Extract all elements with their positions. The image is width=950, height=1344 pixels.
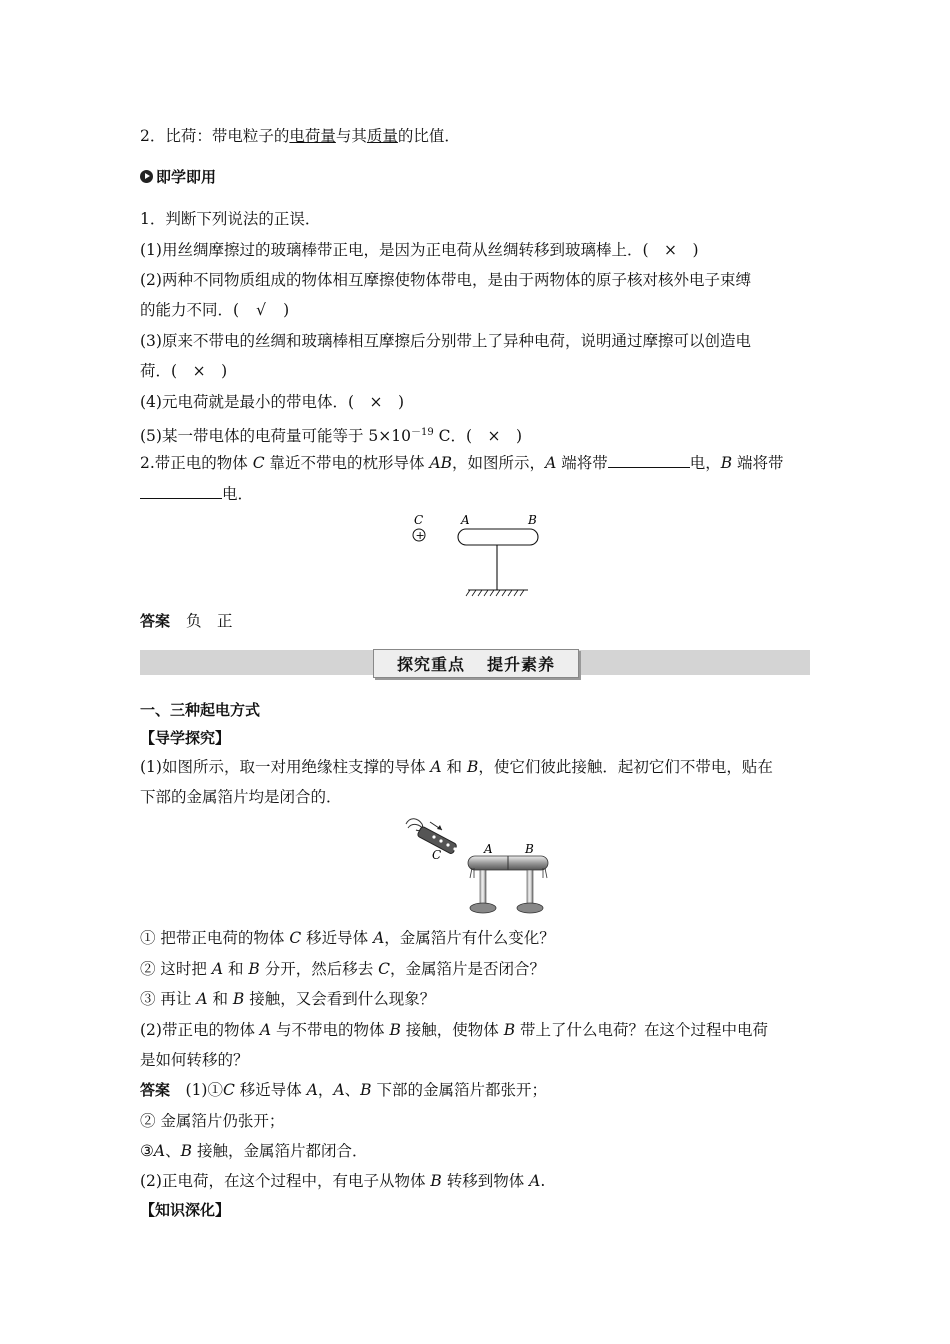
explore-q3: ③ 再让 A 和 B 接触，又会看到什么现象？ [140, 990, 436, 1008]
explore-p1-line2: 下部的金属箔片均是闭合的． [140, 788, 342, 806]
answer-blank-a[interactable] [608, 453, 690, 468]
pillow-conductor-figure [400, 510, 550, 602]
section-heading: 一、三种起电方式 [140, 701, 261, 719]
explore-q1: ① 把带正电荷的物体 C 移近导体 A，金属箔片有什么变化？ [140, 929, 555, 947]
label-A: A [484, 842, 493, 856]
question-2-line2: 电． [140, 484, 812, 504]
explore-answer-2: ② 金属箔片仍张开； [140, 1112, 285, 1130]
label-A: A [461, 513, 470, 527]
term-mass: 质量 [366, 127, 398, 145]
ratio-definition: 2．比荷：带电粒子的电荷量与其质量的比值． [140, 127, 460, 145]
explore-p2-line1: (2)带正电的物体 A 与不带电的物体 B 接触，使物体 B 带上了什么电荷？在这个过程中电荷 [140, 1021, 769, 1039]
guide-title: 【导学探究】 [140, 729, 231, 747]
statement-3-line2: 荷．( × ) [140, 362, 228, 380]
svg-text:+: + [415, 529, 425, 542]
statement-1: (1)用丝绸摩擦过的玻璃棒带正电，是因为正电荷从丝绸转移到玻璃棒上．( × ) [140, 241, 699, 259]
answer-blank-b[interactable] [140, 484, 222, 499]
deepen-title: 【知识深化】 [140, 1201, 231, 1219]
label-B: B [525, 842, 534, 856]
play-icon [140, 170, 153, 183]
stand-A [480, 870, 486, 906]
explore-answer-3: ③A、B 接触，金属箔片都闭合． [140, 1142, 368, 1160]
question-1-intro: 1．判断下列说法的正误． [140, 210, 321, 228]
answer-1 [140, 611, 812, 631]
statement-3-line1: (3)原来不带电的丝绸和玻璃棒相互摩擦后分别带上了异种电荷，说明通过摩擦可以创造电 [140, 332, 751, 350]
ground-hatch [466, 590, 524, 596]
answer-values: 负 正 [186, 612, 233, 630]
explore-p1-line1: (1)如图所示，取一对用绝缘柱支撑的导体 A 和 B，使它们彼此接触．起初它们不带电，贴在 [140, 758, 773, 776]
answer-label: 答案 [140, 1081, 171, 1099]
practice-heading: 即学即用 [140, 167, 812, 187]
term-charge: 电荷量 [289, 127, 336, 145]
explore-p2-line2: 是如何转移的？ [140, 1051, 249, 1069]
label-C: C [414, 513, 424, 527]
statement-2-line2: 的能力不同．( √ ) [140, 301, 290, 319]
answer-mark: × [192, 362, 206, 380]
explore-answer-4: (2)正电荷，在这个过程中，有电子从物体 B 转移到物体 A. [140, 1172, 546, 1190]
label-B: B [528, 513, 537, 527]
label-C: C [432, 848, 442, 862]
section-banner [373, 649, 579, 678]
answer-mark: × [487, 427, 501, 446]
stand-B [527, 870, 533, 906]
answer-mark: × [369, 393, 383, 411]
statement-5: (5)某一带电体的电荷量可能等于 $5\times 10^{-19}$ C．( × ) [140, 427, 523, 446]
banner-left: 探究重点 [396, 655, 465, 674]
explore-answer-1: 答案 (1)①C 移近导体 A，A、B 下部的金属箔片都张开； [140, 1081, 547, 1099]
answer-label: 答案 [140, 612, 171, 630]
conductor-body [458, 529, 538, 545]
conductors-on-stands-figure [400, 812, 560, 920]
base-B [517, 903, 543, 913]
base-A [470, 903, 496, 913]
statement-2-line1: (2)两种不同物质组成的物体相互摩擦使物体带电，是由于两物体的原子核对核外电子束缚 [140, 271, 751, 289]
statement-4: (4)元电荷就是最小的带电体．( × ) [140, 393, 405, 411]
explore-q2: ② 这时把 A 和 B 分开，然后移去 C，金属箔片是否闭合？ [140, 960, 546, 978]
question-2-line1: 2.带正电的物体 C 靠近不带电的枕形导体 AB，如图所示，A 端将带 电，B 端将带 [140, 454, 784, 472]
answer-mark: × [664, 241, 678, 259]
answer-mark: √ [256, 301, 266, 319]
banner-right: 提升素养 [487, 655, 556, 674]
